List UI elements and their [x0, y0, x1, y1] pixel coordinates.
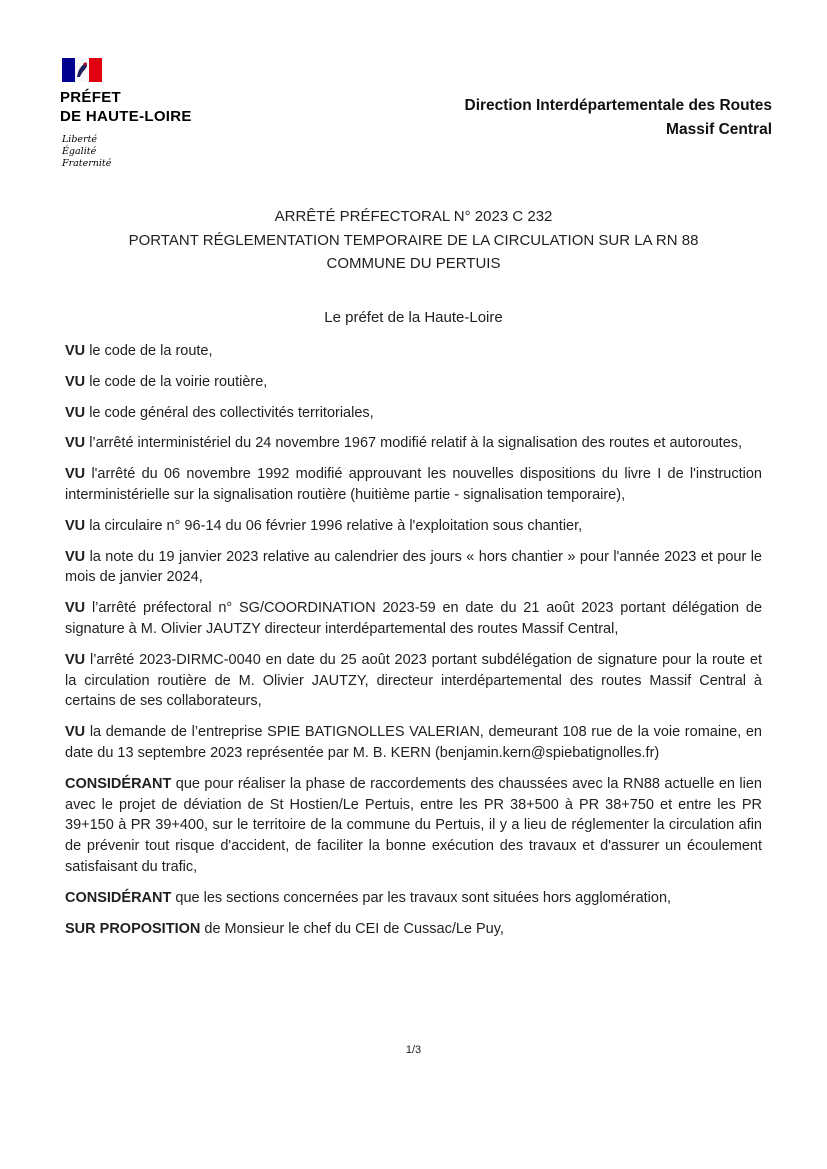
title-line-number: ARRÊTÉ PRÉFECTORAL N° 2023 C 232: [274, 208, 553, 225]
paragraph-lead: VU: [65, 724, 86, 741]
paragraph-lead: VU: [65, 373, 86, 390]
paragraph-lead: VU: [65, 548, 86, 565]
paragraph-text: le code de la voirie routière,: [89, 373, 268, 390]
document-paragraph: [65, 547, 762, 589]
document-paragraph: [65, 722, 762, 764]
page-number: 1/3: [405, 1044, 422, 1056]
document-paragraph: [65, 433, 762, 454]
paragraph-lead: VU: [65, 466, 86, 483]
document-paragraph: [65, 650, 762, 712]
title-line-commune: COMMUNE DU PERTUIS: [326, 255, 501, 272]
document-subtitle: Le préfet de la Haute-Loire: [324, 309, 503, 326]
direction-region: Massif Central: [666, 121, 772, 138]
paragraph-text: la demande de l’entreprise SPIE BATIGNOLLES VALERIAN, demeurant 108 rue de la voie romaine, en date du 13 septembre 2023 représentée par M. B. KERN (benjamin.kern@spiebatignolles.fr): [65, 724, 762, 761]
issuing-direction: [465, 94, 773, 142]
prefect-name-line2: DE HAUTE-LOIRE: [60, 108, 192, 125]
republic-motto: [62, 134, 192, 170]
document-paragraph: [65, 598, 762, 640]
paragraph-text: de Monsieur le chef du CEI de Cussac/Le Puy,: [204, 920, 504, 937]
paragraph-text: l’arrêté 2023-DIRMC-0040 en date du 25 août 2023 portant subdélégation de signature pour la route et la circulation routière de M. Olivier JAUTZY, directeur interdépartemental des routes Massif Central à certains de ses collaborateurs,: [65, 651, 763, 710]
document-paragraph: [65, 774, 762, 878]
paragraph-lead: VU: [65, 343, 86, 359]
motto-fraternite: Fraternité: [62, 158, 112, 169]
flag-red-stripe: [89, 58, 102, 82]
document-paragraph: [65, 464, 762, 506]
paragraph-lead: CONSIDÉRANT: [65, 889, 172, 906]
paragraph-lead: SUR PROPOSITION: [65, 920, 201, 937]
paragraph-lead: VU: [65, 651, 86, 668]
paragraph-text: l’arrêté interministériel du 24 novembre 1967 modifié relatif à la signalisation des routes et autoroutes,: [89, 435, 743, 452]
document-paragraph: [65, 372, 762, 393]
document-paragraph: [65, 516, 762, 537]
flag-blue-stripe: [62, 58, 75, 82]
paragraph-text: la note du 19 janvier 2023 relative au calendrier des jours « hors chantier » pour l'année 2023 et pour le mois de janvier 2024,: [65, 548, 762, 586]
title-line-subject: PORTANT RÉGLEMENTATION TEMPORAIRE DE LA CIRCULATION SUR LA RN 88: [128, 231, 699, 249]
prefect-name-line1: PRÉFET: [60, 89, 121, 106]
paragraph-lead: VU: [65, 517, 86, 534]
paragraph-text: le code général des collectivités territoriales,: [89, 404, 374, 421]
paragraph-lead: VU: [65, 435, 86, 452]
document-paragraph: [65, 888, 762, 909]
document-paragraph: [65, 403, 762, 424]
marianne-silhouette-icon: [75, 61, 89, 79]
document-title: [40, 205, 787, 276]
paragraph-text: que pour réaliser la phase de raccordements des chaussées avec la RN88 actuelle en lien avec le projet de déviation de St Hostien/Le Pertuis, entre les PR 38+500 à PR 38+750 et entre les PR 39+150 à PR 39+400, sur le territoire de la commune du Pertuis, il y a lieu de réglementer la circulation afin de prévenir tout risque d'accident, de faciliter la bonne exécution des travaux et d'assurer un écoulement satisfaisant du trafic,: [65, 775, 762, 875]
paragraph-text: l'arrêté du 06 novembre 1992 modifié approuvant les nouvelles dispositions du livre I de l'instruction interministérielle sur la signalisation routière (huitième partie - signalisation temporaire),: [65, 466, 762, 503]
french-flag-icon: [62, 58, 102, 82]
government-logo: [60, 58, 192, 170]
paragraph-lead: VU: [65, 600, 86, 617]
paragraph-text: que les sections concernées par les travaux sont situées hors agglomération,: [175, 889, 672, 906]
paragraph-text: l’arrêté préfectoral n° SG/COORDINATION 2023-59 en date du 21 août 2023 portant délégation de signature à M. Olivier JAUTZY directeur interdépartemental des routes Massif Central,: [65, 600, 763, 637]
paragraph-lead: VU: [65, 404, 86, 421]
paragraph-text: le code de la route,: [89, 343, 213, 359]
motto-liberte: Liberté: [62, 134, 98, 145]
paragraph-text: la circulaire n° 96-14 du 06 février 1996 relative à l'exploitation sous chantier,: [89, 517, 583, 534]
motto-egalite: Égalité: [62, 146, 97, 157]
document-body: [65, 341, 762, 949]
paragraph-lead: CONSIDÉRANT: [65, 775, 172, 792]
document-paragraph: [65, 919, 762, 940]
direction-name: Direction Interdépartementale des Routes: [464, 97, 772, 114]
document-paragraph: [65, 341, 762, 362]
